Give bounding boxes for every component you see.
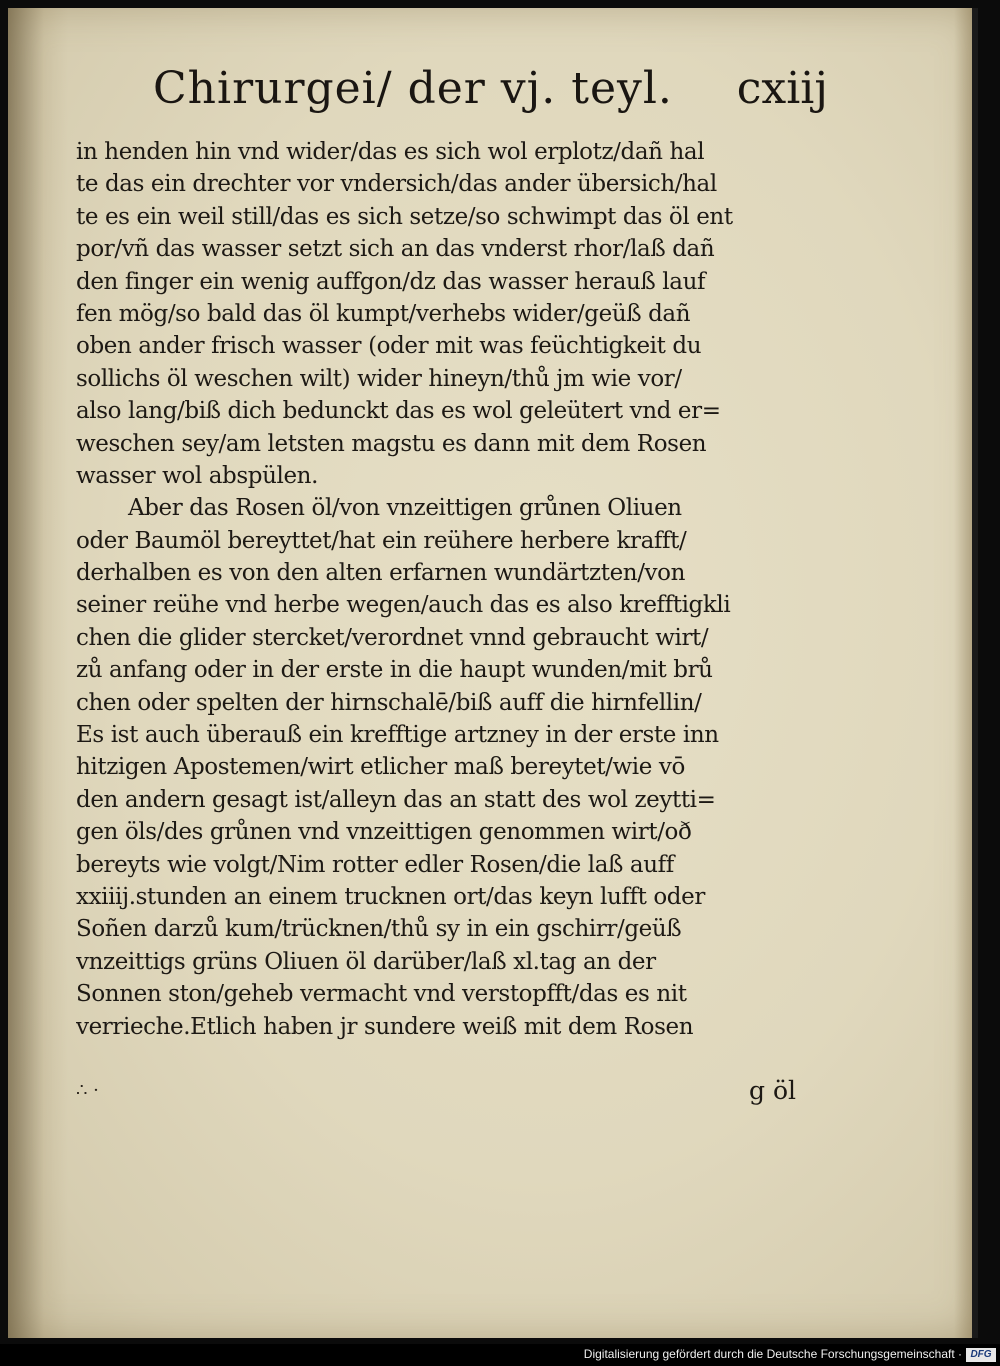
text-line: oben ander frisch wasser (oder mit was feüchtigkeit du xyxy=(76,333,702,360)
text-line: oder Baumöl bereyttet/hat ein reühere herbere krafft/ xyxy=(76,527,687,554)
text-line: wasser wol abspülen. xyxy=(76,462,318,489)
scanned-page xyxy=(8,8,978,1338)
text-line: den finger ein wenig auffgon/dz das wasser herauß lauf xyxy=(76,268,706,295)
text-line: chen oder spelten der hirnschalē/biß auff die hirnfellin/ xyxy=(76,689,702,716)
text-line: weschen sey/am letsten magstu es dann mit dem Rosen xyxy=(76,430,707,457)
funding-credit: Digitalisierung gefördert durch die Deutsche Forschungsgemeinschaft · xyxy=(583,1347,962,1361)
text-line: in henden hin vnd wider/das es sich wol erplotz/dañ hal xyxy=(76,139,705,165)
text-line: vnzeittigs grüns Oliuen öl darüber/laß xl.tag an der xyxy=(76,948,656,975)
text-line: verrieche.Etlich haben jr sundere weiß mit dem Rosen xyxy=(76,1013,694,1040)
text-line: gen öls/des grůnen vnd vnzeittigen genommen wirt/oð xyxy=(76,819,692,846)
text-line: hitzigen Apostemen/wirt etlicher maß bereytet/wie vō xyxy=(76,754,685,781)
text-line: te es ein weil still/das es sich setze/so schwimpt das öl ent xyxy=(76,203,733,230)
text-line: Aber das Rosen öl/von vnzeittigen grůnen Oliuen xyxy=(128,495,682,522)
text-line: fen mög/so bald das öl kumpt/verhebs wider/geüß dañ xyxy=(76,300,691,327)
page-header xyxy=(153,63,828,133)
text-line: sollichs öl weschen wilt) wider hineyn/thů jm wie vor/ xyxy=(76,365,682,392)
text-line: Soñen darzů kum/trücknen/thů sy in ein gschirr/geüß xyxy=(76,916,682,943)
text-line: por/vñ das wasser setzt sich an das vnderst rhor/laß dañ xyxy=(76,236,715,263)
text-line: zů anfang oder in der erste in die haupt wunden/mit brů xyxy=(76,657,713,684)
text-line: xxiiij.stunden an einem trucknen ort/das keyn lufft oder xyxy=(76,883,705,910)
text-line: Es ist auch überauß ein krefftige artzney in der erste inn xyxy=(76,722,719,749)
text-line: seiner reühe vnd herbe wegen/auch das es also krefftigkli xyxy=(76,592,731,619)
running-title: Chirurgei/ der vj. teyl. xyxy=(153,63,673,114)
text-line: derhalben es von den alten erfarnen wundärtzten/von xyxy=(76,560,686,587)
page-gutter-shadow xyxy=(8,8,68,1338)
signature-row xyxy=(76,1076,796,1110)
folio-number: cxiij xyxy=(736,63,828,114)
page-edge-shadow xyxy=(954,8,978,1338)
signature-catchword: g öl xyxy=(749,1076,796,1105)
printer-marks: ∴ · xyxy=(76,1080,99,1101)
text-line: bereyts wie volgt/Nim rotter edler Rosen/die laß auff xyxy=(76,851,674,878)
dfg-logo-icon: DFG xyxy=(966,1348,996,1362)
body-text xyxy=(76,136,816,1043)
text-line: den andern gesagt ist/alleyn das an statt des wol zeytti= xyxy=(76,786,716,813)
text-line: te das ein drechter vor vndersich/das ander übersich/hal xyxy=(76,171,717,198)
digitization-footer xyxy=(0,1344,1000,1366)
text-line: chen die glider stercket/verordnet vnnd gebraucht wirt/ xyxy=(76,624,709,651)
text-line: also lang/biß dich bedunckt das es wol geleütert vnd er= xyxy=(76,398,721,425)
text-line: Sonnen ston/geheb vermacht vnd verstopfft/das es nit xyxy=(76,981,687,1008)
